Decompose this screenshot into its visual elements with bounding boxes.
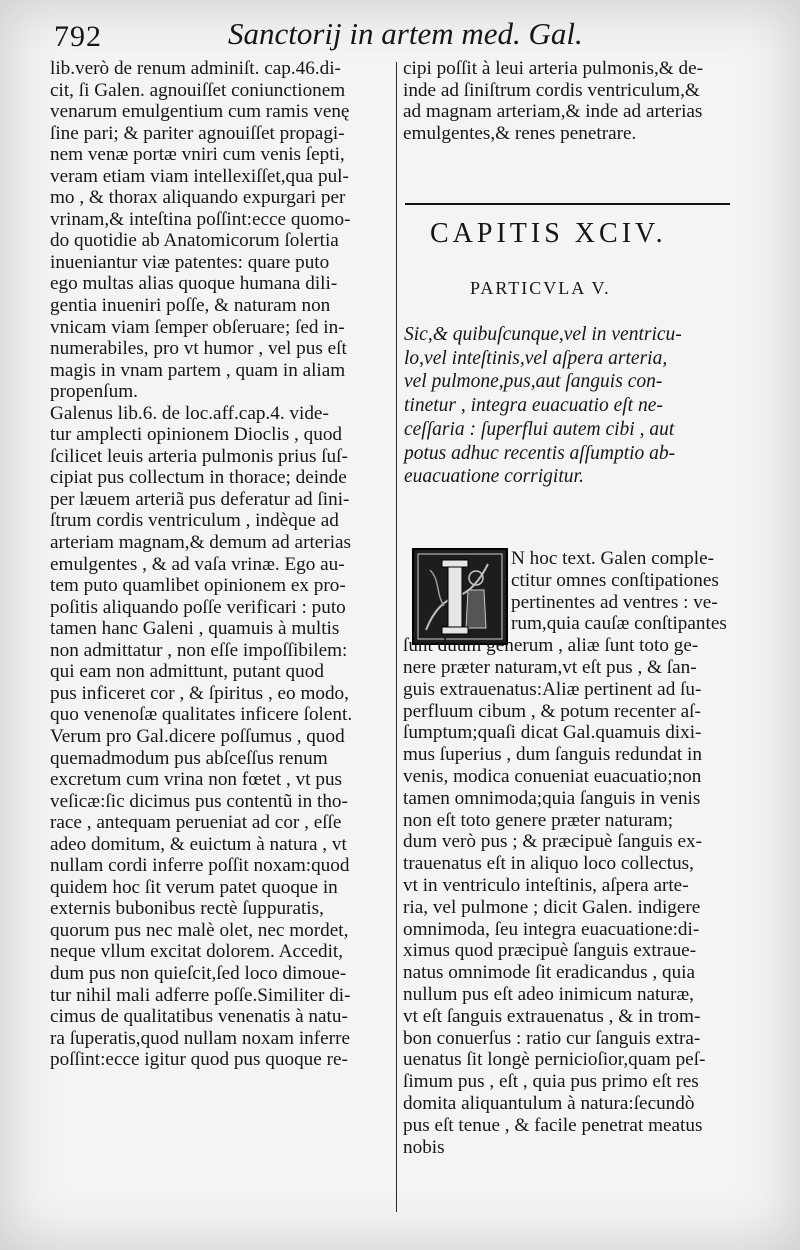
text-line: nere præter naturam,vt eſt pus , & ſan- [403,656,697,678]
text-line: guis extrauenatus:Aliæ pertinent ad ſu- [403,678,702,700]
commentary-text [403,548,783,1158]
page-header [48,14,780,58]
left-column [50,58,392,1071]
text-line: quidem hoc ſit verum patet quoque in [50,876,338,898]
text-line: adeo domitum, & euictum à natura , vt [50,833,347,855]
text-line: ria, vel pulmone ; dicit Galen. indigere [403,896,701,918]
text-line: tur nihil mali adferre poſſe.Similiter di- [50,984,351,1006]
text-line: potus adhuc recentis aſſumptio ab- [404,442,676,464]
text-line: tem puto quamlibet opinionem ex pro- [50,575,346,597]
text-line: ſunt duum generum , aliæ ſunt toto ge- [403,635,699,657]
text-line: nullam cordi inferre poſſit noxam:quod [50,855,350,877]
text-line: poſitis aliquando poſſe verificari : puto [50,596,346,618]
text-line: do quotidie ab Anatomicorum ſolertia [50,230,339,252]
text-line: vrinam,& inteſtina poſſint:ecce quomo- [50,208,351,230]
text-line: quemadmodum pus abſceſſus renum [50,747,328,769]
text-line: Verum pro Gal.dicere poſſumus , quod [50,725,345,747]
text-line: uenatus ſit longè pernicioſior,quam peſ- [403,1049,706,1071]
text-line: bon conuerſus : ratio cur ſanguis extra- [403,1027,701,1049]
section-rule [405,203,730,205]
text-line: non eſt toto genere præter naturam; [403,809,674,831]
text-line: excretum cum vrina non fœtet , vt pus [50,769,343,791]
text-line: ra ſuperatis,quod nullam noxam inferre [50,1027,350,1049]
text-line: pus eſt tenue , & facile penetrat meatus [403,1114,703,1136]
page-number: 792 [54,20,102,53]
text-line: magis in vnam partem , quam in aliam [50,359,346,381]
text-line: N hoc text. Galen comple- [511,548,714,569]
text-line: Sic,& quibuſcunque,vel in ventricu- [404,324,682,345]
running-head: Sanctorij in artem med. Gal. [228,16,583,51]
text-line: tur amplecti opinionem Dioclis , quod [50,424,343,446]
particle-heading: PARTICVLA V. [470,278,611,298]
text-line: race , antequam perueniat ad cor , eſſe [50,812,342,834]
text-line: venis, modica conueniat euacuatio;non [403,765,702,787]
text-line: inde ad ſiniſtrum cordis ventriculum,& [403,79,700,101]
text-line: vnicam viam ſemper obſeruare; ſed in- [50,316,345,338]
text-line: vt in ventriculo inteſtinis, aſpera arte- [403,874,689,896]
text-line: non admittatur , non eſſe impoſſibilem: [50,639,348,661]
text-line: lib.verò de renum adminiſt. cap.46.di- [50,58,341,79]
text-line: rum,quia cauſæ conſtipantes [511,613,727,635]
text-line: neque vllum excitat dolorem. Accedit, [50,941,344,963]
text-line: ctitur omnes conſtipationes [511,569,719,591]
text-line: cipi poſſit à leui arteria pulmonis,& de- [403,58,703,79]
column-divider [396,62,397,1212]
right-column-top [403,58,783,144]
text-line: emulgentes,& renes penetrare. [403,122,637,144]
text-line: ſine pari; & pariter agnouiſſet propagi- [50,122,345,144]
text-line: inueniantur viæ patentes: quare puto [50,251,330,273]
text-line: lo,vel inteſtinis,vel aſpera arteria, [404,347,668,369]
text-line: nem venæ portæ vniri cum venis ſepti, [50,144,345,166]
text-line: ad magnam arteriam,& inde ad arterias [403,101,703,123]
chapter-heading: CAPITIS XCIV. [430,218,667,249]
aphorism-text [404,323,784,489]
text-line: poſſint:ecce igitur quod pus quoque re- [50,1049,348,1071]
text-line: cit, ſi Galen. agnouiſſet coniunctionem [50,79,346,101]
text-line: pus inficeret cor , & ſpiritus , eo modo, [50,682,349,704]
text-line: ſumptum;quaſi dicat Gal.quamuis dixi- [403,722,702,744]
text-line: per læuem arteriã pus deferatur ad ſini- [50,488,350,510]
text-line: natus omnimode ſit eradicandus , quia [403,962,696,984]
text-line: euacuatione corrigitur. [404,466,584,488]
text-line: omnimoda, ſeu integra euacuatione:di- [403,918,700,940]
text-line: veſicæ:ſic dicimus pus contentũ in tho- [50,790,348,812]
text-line: gentia inueniri poſſe, & naturam non [50,295,331,317]
text-line: quorum pus nec malè olet, nec mordet, [50,919,349,941]
text-line: mus ſuperius , dum ſanguis redundat in [403,744,702,766]
text-line: ceſſaria : ſuperflui autem cibi , aut [404,418,675,440]
text-line: cimus de qualitatibus venenatis à natu- [50,1006,348,1028]
text-line: vt eſt ſanguis extrauenatus , & in trom- [403,1005,701,1027]
text-line: numerabiles, pro vt humor , vel pus eſt [50,338,347,360]
text-line: externis bubonibus rectè ſuppuratis, [50,898,324,920]
text-line: propenſum. [50,381,138,403]
text-line: trauenatus eſt in aliquo loco collectus, [403,853,694,875]
text-line: vel pulmone,pus,aut ſanguis con- [404,371,663,393]
text-line: ſcilicet leuis arteria pulmonis prius ſuſ- [50,445,348,467]
text-line: Galenus lib.6. de loc.aff.cap.4. vide- [50,402,329,424]
text-line: quo venenoſæ qualitates inficere ſolent. [50,704,353,726]
text-line: mo , & thorax aliquando expurgari per [50,187,346,209]
text-line: perfluum cibum , & potum recenter aſ- [403,700,701,722]
text-line: nobis [403,1136,445,1158]
text-line: pertinentes ad ventres : ve- [511,591,718,613]
text-line: veram etiam viam intellexiſſet,qua pul- [50,165,349,187]
text-line: tamen omnimoda;quia ſanguis in venis [403,787,701,809]
text-line: tinetur , integra euacuatio eſt ne- [404,395,663,417]
text-line: tamen hanc Galeni , quamuis à multis [50,618,340,640]
text-line: ſimum pus , eſt , quia pus primo eſt res [403,1071,699,1093]
text-line: domita aliquantulum à natura:ſecundò [403,1092,695,1114]
text-line: emulgentes , & ad vaſa vrinæ. Ego au- [50,553,345,575]
text-line: ximus quod præcipuè ſanguis extraue- [403,940,697,962]
text-line: dum pus non quieſcit,ſed loco dimoue- [50,962,347,984]
text-line: cipiat pus collectum in thorace; deinde [50,467,347,489]
text-line: ſtrum cordis ventriculum , indèque ad [50,510,339,532]
text-line: ego multas alias quoque humana dili- [50,273,338,295]
text-line: dum verò pus ; & præcipuè ſanguis ex- [403,831,702,853]
text-line: venarum emulgentium cum ramis venę [50,101,350,123]
text-line: qui eam non admittunt, putant quod [50,661,324,683]
text-line: arteriam magnam,& demum ad arterias [50,532,352,554]
text-line: nullum pus eſt adeo inimicum naturæ, [403,983,694,1005]
